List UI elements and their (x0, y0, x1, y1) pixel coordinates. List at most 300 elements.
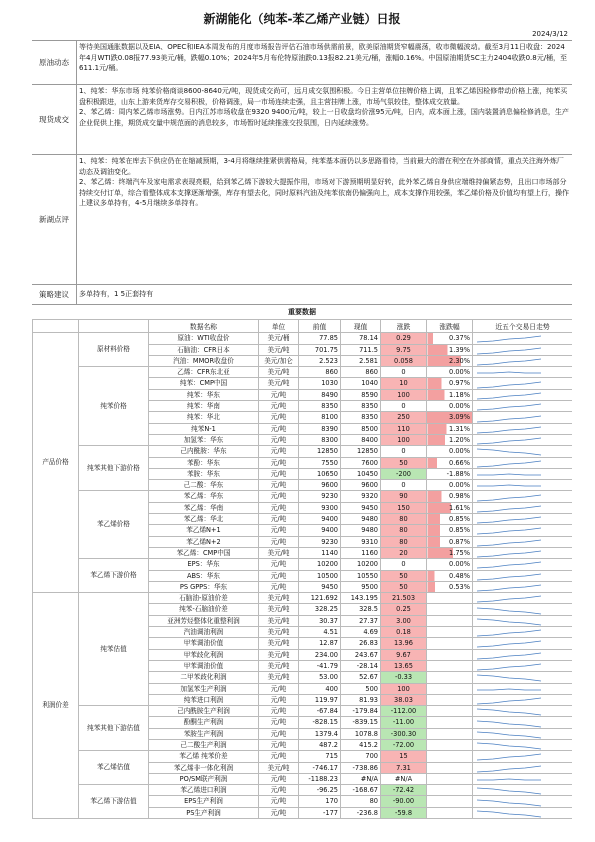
sparkline-path (477, 743, 541, 749)
prev-value: 119.97 (299, 694, 341, 705)
item-name: PS GPPS：华东 (149, 581, 259, 592)
curr-value: 243.67 (341, 649, 381, 660)
header-cell: 现值 (341, 320, 381, 333)
unit: 元/吨 (259, 570, 299, 581)
item-name: 苯乙烯：CMP中国 (149, 547, 259, 558)
sparkline-path (477, 495, 541, 501)
change: 50 (381, 570, 427, 581)
unit: 元/吨 (259, 706, 299, 717)
sparkline-path (477, 788, 541, 794)
sparkline (475, 548, 543, 558)
sparkline-path (477, 506, 541, 512)
sparkline-cell (473, 694, 573, 705)
sparkline-path (477, 675, 541, 681)
change-pct: 0.00% (427, 480, 473, 491)
change-pct: 0.85% (427, 525, 473, 536)
sparkline-path (477, 779, 541, 780)
sparkline-path (477, 766, 541, 772)
item-name: 己二酸：华东 (149, 480, 259, 491)
unit: 元/吨 (259, 434, 299, 445)
change-pct (427, 728, 473, 739)
group-label: 苯乙烯下游估值 (79, 785, 149, 819)
curr-value: -179.84 (341, 706, 381, 717)
curr-value: -839.15 (341, 717, 381, 728)
curr-value: 9600 (341, 480, 381, 491)
change-pct: 0.85% (427, 514, 473, 525)
curr-value: 2.581 (341, 355, 381, 366)
curr-value: 9320 (341, 491, 381, 502)
section-label: 新湖点评 (32, 154, 77, 284)
unit: 元/吨 (259, 491, 299, 502)
data-table (32, 319, 572, 819)
sparkline-cell (473, 706, 573, 717)
item-name: 加氢苯生产利润 (149, 683, 259, 694)
item-name: PS生产利润 (149, 807, 259, 818)
sparkline-cell (473, 751, 573, 762)
prev-value: 53.00 (299, 672, 341, 683)
change: 250 (381, 412, 427, 423)
sparkline (475, 706, 543, 716)
table-row (33, 446, 573, 457)
sparkline-cell (473, 593, 573, 604)
report-title: 新湖能化（纯苯-苯乙烯产业链）日报 (203, 12, 401, 26)
change-pct: 0.98% (427, 491, 473, 502)
table-row (33, 367, 573, 378)
report-date: 2024/3/12 (532, 30, 568, 38)
sparkline-cell (473, 717, 573, 728)
curr-value: 500 (341, 683, 381, 694)
change: -72.42 (381, 785, 427, 796)
change-pct (427, 694, 473, 705)
change-pct (427, 762, 473, 773)
item-name: 原油：WTI收盘价 (149, 333, 259, 344)
unit: 元/吨 (259, 525, 299, 536)
curr-value: 9480 (341, 514, 381, 525)
section-text: 1、纯苯：纯苯在库去下供应仍在在缩减预期，3-4月将继续推紧供需格局，纯苯基本面仍以多思路看待，当前最大的潜在利空在外部商情，重点关注海外炼厂动态及调油变化。 2、苯乙烯：终端汽车及家电需求表现亮眼，给到苯乙烯下游较大提振作用，市场对下游预期明显好转，此外苯乙烯自身供应端维持偏紧态势，且出口市场部分持续交付订单，综合看整体成本支撑逐渐增强，库存有望去化，同时原料汽油及纯苯依南仍偏强向上，成本支撑作用较强，苯乙烯价格及价值均有望上行，操作上建议多单持有，4-5月继续多单持有。 (79, 157, 569, 207)
section-label: 策略建议 (32, 284, 77, 304)
table-row (33, 785, 573, 796)
item-name: 纯苯：华东 (149, 389, 259, 400)
prev-value: 8390 (299, 423, 341, 434)
sparkline-cell (473, 762, 573, 773)
sparkline (475, 785, 543, 795)
item-name: 纯苯N-1 (149, 423, 259, 434)
sparkline-cell (473, 378, 573, 389)
header-cell: 数据名称 (149, 320, 259, 333)
prev-value: -177 (299, 807, 341, 818)
prev-value: 170 (299, 796, 341, 807)
sparkline (475, 751, 543, 761)
curr-value: 8500 (341, 423, 381, 434)
item-name: 纯苯：华北 (149, 412, 259, 423)
prev-value: 12850 (299, 446, 341, 457)
curr-value: -28.14 (341, 660, 381, 671)
change: 9.75 (381, 344, 427, 355)
unit: 元/吨 (259, 751, 299, 762)
change-pct (427, 717, 473, 728)
sparkline (475, 718, 543, 728)
sparkline-path (477, 698, 541, 704)
change: -11.00 (381, 717, 427, 728)
curr-value: 860 (341, 367, 381, 378)
sparkline (475, 469, 543, 479)
prev-value: 400 (299, 683, 341, 694)
curr-value: 8590 (341, 389, 381, 400)
change-pct: 0.53% (427, 581, 473, 592)
item-name: 苯酚：华东 (149, 457, 259, 468)
prev-value: 1140 (299, 547, 341, 558)
unit: 元/吨 (259, 412, 299, 423)
table-title: 重要数据 (288, 308, 316, 316)
sparkline-cell (473, 796, 573, 807)
sparkline-path (477, 540, 541, 546)
sparkline-path (477, 619, 541, 625)
unit: 元/吨 (259, 389, 299, 400)
change: -90.00 (381, 796, 427, 807)
item-name: 苯乙烯进口利润 (149, 785, 259, 796)
change: 50 (381, 581, 427, 592)
group-label: 纯苯估值 (79, 593, 149, 706)
curr-value: -168.67 (341, 785, 381, 796)
sparkline-path (477, 427, 541, 433)
sparkline (475, 661, 543, 671)
item-name: 汽油调油利润 (149, 627, 259, 638)
sparkline-path (477, 359, 541, 365)
sparkline-cell (473, 683, 573, 694)
item-name: 乙烯：CFR东北亚 (149, 367, 259, 378)
change-pct (427, 672, 473, 683)
change-pct: 0.00% (427, 367, 473, 378)
unit: 美元/吨 (259, 649, 299, 660)
prev-value: 10650 (299, 468, 341, 479)
unit: 元/吨 (259, 446, 299, 457)
group-label: 原材料价格 (79, 333, 149, 367)
sparkline-path (477, 348, 541, 354)
unit: 元/吨 (259, 559, 299, 570)
header-cell: 涨跌幅 (427, 320, 473, 333)
change: -300.30 (381, 728, 427, 739)
prev-value: 9400 (299, 514, 341, 525)
sparkline (475, 424, 543, 434)
item-name: 纯苯进口利润 (149, 694, 259, 705)
table-row (33, 593, 573, 604)
group-label: 纯苯其他下游估值 (79, 706, 149, 751)
sparkline (475, 729, 543, 739)
change: 13.96 (381, 638, 427, 649)
curr-value: #N/A (341, 773, 381, 784)
sparkline-cell (473, 547, 573, 558)
sparkline (475, 367, 543, 377)
item-name: 纯苯：华南 (149, 401, 259, 412)
prev-value: -67.84 (299, 706, 341, 717)
prev-value: 9230 (299, 536, 341, 547)
curr-value: 711.5 (341, 344, 381, 355)
prev-value: 4.51 (299, 627, 341, 638)
header-cell: 单位 (259, 320, 299, 333)
prev-value: 234.00 (299, 649, 341, 660)
item-name: EPS：华东 (149, 559, 259, 570)
sparkline-cell (473, 514, 573, 525)
unit: 美元/吨 (259, 672, 299, 683)
curr-value: 10200 (341, 559, 381, 570)
unit: 元/吨 (259, 773, 299, 784)
sparkline-cell (473, 468, 573, 479)
sparkline (475, 492, 543, 502)
sparkline (475, 672, 543, 682)
outer-group-label: 产品价格 (33, 333, 79, 593)
item-name: 石脑油-原油价差 (149, 593, 259, 604)
sparkline-cell (473, 773, 573, 784)
curr-value: 9500 (341, 581, 381, 592)
report-header (32, 6, 572, 41)
curr-value: 8400 (341, 434, 381, 445)
change-pct (427, 773, 473, 784)
unit: 元/吨 (259, 683, 299, 694)
change: 100 (381, 434, 427, 445)
change: -0.33 (381, 672, 427, 683)
change: 7.31 (381, 762, 427, 773)
prev-value: -96.25 (299, 785, 341, 796)
sparkline-cell (473, 807, 573, 818)
prev-value: 30.37 (299, 615, 341, 626)
curr-value: 1160 (341, 547, 381, 558)
group-label: 纯苯其他下游价格 (79, 446, 149, 491)
sparkline-path (477, 393, 541, 399)
sparkline-cell (473, 785, 573, 796)
sparkline-cell (473, 559, 573, 570)
header-blank (33, 320, 79, 333)
prev-value: 9600 (299, 480, 341, 491)
change: 0 (381, 446, 427, 457)
prev-value: -41.79 (299, 660, 341, 671)
prev-value: 10500 (299, 570, 341, 581)
sparkline-cell (473, 627, 573, 638)
table-row (33, 706, 573, 717)
change-pct (427, 796, 473, 807)
item-name: 苯乙烯：华南 (149, 502, 259, 513)
unit: 元/吨 (259, 468, 299, 479)
item-name: EPS生产利润 (149, 796, 259, 807)
item-name: 纯苯：CMP中国 (149, 378, 259, 389)
curr-value: 9310 (341, 536, 381, 547)
change-pct: 0.87% (427, 536, 473, 547)
change: 100 (381, 683, 427, 694)
curr-value: 12850 (341, 446, 381, 457)
sparkline-cell (473, 423, 573, 434)
sparkline-path (477, 336, 541, 342)
sparkline (475, 605, 543, 615)
sparkline (475, 593, 543, 603)
header-cell: 前值 (299, 320, 341, 333)
sparkline (475, 333, 543, 343)
sparkline (475, 571, 543, 581)
sparkline (475, 356, 543, 366)
change-pct: 1.61% (427, 502, 473, 513)
header-blank (79, 320, 149, 333)
sparkline-path (477, 517, 541, 523)
change-pct: 0.48% (427, 570, 473, 581)
table-row (33, 559, 573, 570)
prev-value: 9400 (299, 525, 341, 536)
change-pct: -1.88% (427, 468, 473, 479)
item-name: 己内酰胺生产利润 (149, 706, 259, 717)
table-row (33, 751, 573, 762)
sparkline (475, 808, 543, 818)
prev-value: 10200 (299, 559, 341, 570)
change-pct: 1.18% (427, 389, 473, 400)
prev-value: 9450 (299, 581, 341, 592)
curr-value: -236.8 (341, 807, 381, 818)
sparkline-cell (473, 638, 573, 649)
item-name: 酚酮生产利润 (149, 717, 259, 728)
sparkline-path (477, 709, 541, 715)
sparkline (475, 379, 543, 389)
item-name: 甲苯歧化利润 (149, 649, 259, 660)
change-pct: 3.09% (427, 412, 473, 423)
unit: 美元/吨 (259, 627, 299, 638)
prev-value: 8490 (299, 389, 341, 400)
sparkline-cell (473, 604, 573, 615)
change: 13.65 (381, 660, 427, 671)
change-pct (427, 604, 473, 615)
item-name: 石脑油：CFR日本 (149, 344, 259, 355)
table-row (33, 333, 573, 344)
item-name: 苯乙烯N+1 (149, 525, 259, 536)
change: 0.18 (381, 627, 427, 638)
item-name: 苯胺生产利润 (149, 728, 259, 739)
item-name: 甲苯调油价值 (149, 660, 259, 671)
unit: 美元/吨 (259, 660, 299, 671)
change: 10 (381, 378, 427, 389)
item-name: 苯乙烯N+2 (149, 536, 259, 547)
change-pct (427, 706, 473, 717)
sparkline-cell (473, 739, 573, 750)
unit: 元/吨 (259, 807, 299, 818)
curr-value: 80 (341, 796, 381, 807)
sparkline (475, 480, 543, 490)
sparkline-cell (473, 367, 573, 378)
section-text: 多单持有，1 5正套持有 (79, 290, 154, 298)
curr-value: 8350 (341, 412, 381, 423)
change: 0.29 (381, 333, 427, 344)
unit: 元/吨 (259, 401, 299, 412)
sparkline (475, 627, 543, 637)
item-name: 苯乙烯：华东 (149, 491, 259, 502)
curr-value: 328.5 (341, 604, 381, 615)
change: 0.058 (381, 355, 427, 366)
curr-value: 8350 (341, 401, 381, 412)
change: 150 (381, 502, 427, 513)
sparkline (475, 774, 543, 784)
change-pct (427, 649, 473, 660)
change-pct: 2.30% (427, 355, 473, 366)
unit: 美元/吨 (259, 367, 299, 378)
sparkline-path (477, 474, 541, 475)
table-row (33, 491, 573, 502)
change-pct (427, 660, 473, 671)
change: -112.00 (381, 706, 427, 717)
change-pct: 0.37% (427, 333, 473, 344)
change-pct: 0.97% (427, 378, 473, 389)
prev-value: 715 (299, 751, 341, 762)
sparkline-cell (473, 502, 573, 513)
curr-value: 10450 (341, 468, 381, 479)
change: -72.00 (381, 739, 427, 750)
change: 9.67 (381, 649, 427, 660)
sparkline-cell (473, 457, 573, 468)
change: 100 (381, 389, 427, 400)
sparkline-path (477, 449, 541, 455)
sparkline-cell (473, 401, 573, 412)
sparkline-cell (473, 389, 573, 400)
sparkline (475, 503, 543, 513)
change-pct (427, 683, 473, 694)
sparkline (475, 413, 543, 423)
change-pct (427, 785, 473, 796)
sparkline (475, 514, 543, 524)
sparkline-cell (473, 660, 573, 671)
section-spot (32, 84, 572, 155)
sparkline (475, 638, 543, 648)
curr-value: 10550 (341, 570, 381, 581)
prev-value: 8300 (299, 434, 341, 445)
unit: 元/吨 (259, 514, 299, 525)
group-label: 纯苯价格 (79, 367, 149, 446)
change-pct: 1.39% (427, 344, 473, 355)
sparkline-path (477, 551, 541, 557)
curr-value: 78.14 (341, 333, 381, 344)
unit: 美元/吨 (259, 604, 299, 615)
curr-value: 415.2 (341, 739, 381, 750)
change-pct: 0.00% (427, 559, 473, 570)
unit: 美元/吨 (259, 378, 299, 389)
item-name: 苯乙烯：华北 (149, 514, 259, 525)
sparkline-cell (473, 615, 573, 626)
sparkline-path (477, 800, 541, 806)
unit: 元/吨 (259, 581, 299, 592)
sparkline-path (477, 404, 541, 410)
group-label: 苯乙烯下游价格 (79, 559, 149, 593)
sparkline-path (477, 732, 541, 738)
unit: 元/吨 (259, 739, 299, 750)
prev-value: 9230 (299, 491, 341, 502)
prev-value: 8100 (299, 412, 341, 423)
change-pct (427, 807, 473, 818)
sparkline (475, 684, 543, 694)
curr-value: 7600 (341, 457, 381, 468)
prev-value: 9300 (299, 502, 341, 513)
prev-value: 701.75 (299, 344, 341, 355)
sparkline-path (477, 528, 541, 534)
item-name: 苯胺：华东 (149, 468, 259, 479)
unit: 元/吨 (259, 694, 299, 705)
sparkline-cell (473, 525, 573, 536)
change: 80 (381, 525, 427, 536)
curr-value: -738.86 (341, 762, 381, 773)
sparkline-path (477, 438, 541, 444)
sparkline-cell (473, 581, 573, 592)
change: -59.8 (381, 807, 427, 818)
change-pct: 1.75% (427, 547, 473, 558)
change-pct: 0.66% (427, 457, 473, 468)
change: 0 (381, 559, 427, 570)
unit: 元/吨 (259, 728, 299, 739)
change: 21.503 (381, 593, 427, 604)
section-review (32, 154, 572, 285)
curr-value: 700 (341, 751, 381, 762)
item-name: 苯乙烯非一体化利润 (149, 762, 259, 773)
unit: 美元/吨 (259, 762, 299, 773)
